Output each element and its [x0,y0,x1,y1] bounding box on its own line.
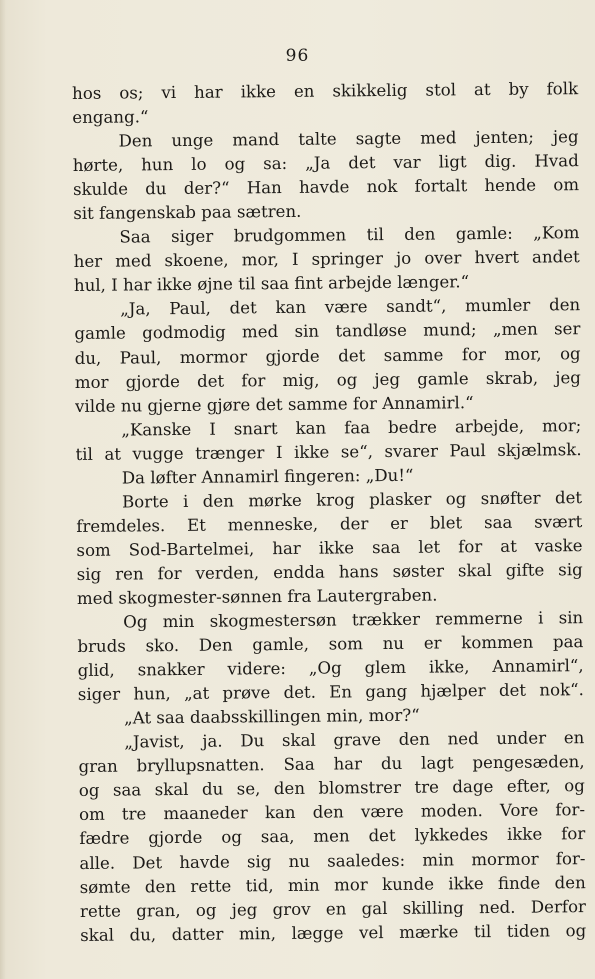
text-line: skulde du der?“ Han havde nok fortalt hende om [72,175,580,200]
text-line: skal du, datter min, lægge vel mærke til tiden og [80,920,587,945]
text-line: glid, snakker videre: „Og glem ikke, Annamirl“, [77,656,584,681]
text-line: Da løfter Annamirl fingeren: „Du!“ [121,465,414,488]
text-line: „Kanske I snart kan faa bedre arbejde, mor; [121,415,582,440]
text-line: hos os; vi har ikke en skikkelig stol at by folk [72,79,579,103]
text-line: som Sod-Bartelmei, har ikke saa let for at vaske [76,536,583,560]
text-line: alle. Det havde sig nu saaledes: min mormor for- [79,848,586,873]
text-line: „Ja, Paul, det kan være sandt“, mumler den [120,295,581,319]
text-line: fædre gjorde og saa, men det lykkedes ikke for [79,824,586,849]
text-line: gamle godmodig med sin tandløse mund; „men ser [74,319,581,344]
text-line: Den unge mand talte sagte med jenten; jeg [118,127,579,151]
text-line: om tre maaneder kan den være moden. Vore for- [78,800,586,825]
text-line: til at vugge trænger I ikke se“, svarer Paul skjælmsk. [75,439,582,464]
text-line: fremdeles. Et menneske, der er blet saa svært [76,511,583,536]
text-line: vilde nu gjerne gjøre det samme for Annamirl.“ [75,392,474,416]
text-line: bruds sko. Den gamle, som nu er kommen paa [77,632,584,657]
text-line: gran bryllupsnatten. Saa har du lagt pengesæden, [78,752,585,777]
text-line: siger hun, „at prøve det. En gang hjælper det nok“. [77,680,584,705]
text-line: Og min skogmestersøn trækker remmerne i sin [123,608,584,632]
text-line: Borte i den mørke krog plasker og snøfter det [121,487,583,512]
text-line: du, Paul, mormor gjorde det samme for mor, og [74,343,581,368]
text-line: Saa siger brudgommen til den gamle: „Kom [119,223,580,247]
text-line: engang.“ [72,107,149,128]
text-line: hørte, hun lo og sa: „Ja det var ligt dig. Hvad [72,151,579,176]
body-text [72,77,586,948]
text-line: sit fangenskab paa sætren. [73,202,302,224]
text-line: hul, I har ikke øjne til saa fint arbejde længer.“ [73,272,470,296]
page-number: 96 [285,46,310,66]
text-line: „At saa daabsskillingen min, mor?“ [124,705,420,728]
text-line: „Javist, ja. Du skal grave den ned under en [124,728,585,752]
text-line: mor gjorde det for mig, og jeg gamle skrab, jeg [74,367,581,392]
text-line: her med skoene, mor, I springer jo over hvert andet [73,247,580,272]
text-line: og saa skal du se, den blomstrer tre dage efter, og [78,776,585,801]
text-line: rette gran, og jeg grov en gal skilling ned. Derfor [79,896,587,921]
text-line: sig ren for verden, endda hans søster skal gifte sig [76,560,583,584]
text-line: sømte den rette tid, min mor kunde ikke finde den [79,872,586,897]
text-line: med skogmester-sønnen fra Lautergraben. [76,585,438,608]
